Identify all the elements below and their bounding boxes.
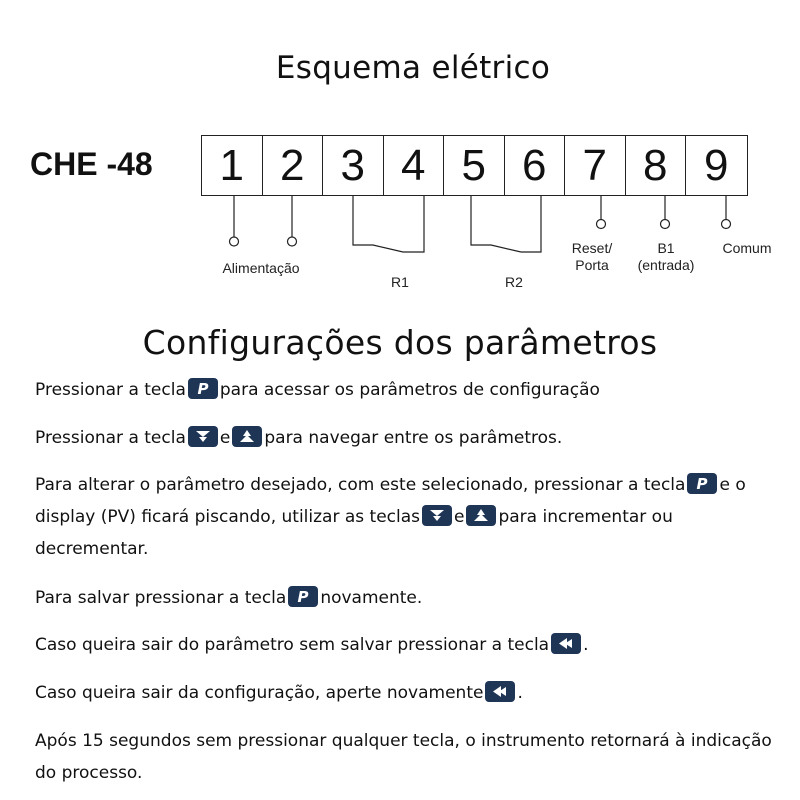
back-key-icon bbox=[485, 681, 515, 702]
instruction-2-text-c: para navegar entre os parâmetros. bbox=[264, 428, 563, 448]
down-key-icon bbox=[188, 426, 218, 447]
p-key-icon bbox=[188, 378, 218, 399]
instruction-4-text-a: Para salvar pressionar a tecla bbox=[35, 588, 287, 608]
instruction-2-text-b: e bbox=[219, 428, 231, 448]
instruction-6 bbox=[35, 677, 775, 709]
device-model: CHE -48 bbox=[30, 146, 153, 182]
instruction-7: Após 15 segundos sem pressionar qualquer tecla, o instrumento retornará à indicação do processo. bbox=[35, 731, 772, 783]
terminal-4: 4 bbox=[384, 136, 445, 195]
label-b1 bbox=[626, 240, 706, 274]
instruction-3-text-b: e o display (PV) ficará piscando, utilizar as teclas bbox=[35, 475, 746, 527]
instruction-3-text-c: e bbox=[454, 507, 465, 527]
label-b1-line1: B1 bbox=[657, 240, 675, 256]
terminal-6: 6 bbox=[505, 136, 566, 195]
p-key-icon bbox=[288, 586, 318, 607]
instruction-3-text-a: Para alterar o parâmetro desejado, com este selecionado, pressionar a tecla bbox=[35, 475, 686, 495]
relay-r2-contact-right bbox=[521, 196, 541, 252]
relay-r1-contact-right bbox=[403, 196, 424, 252]
terminal-8: 8 bbox=[626, 136, 687, 195]
terminal-2: 2 bbox=[263, 136, 324, 195]
label-b1-line2: (entrada) bbox=[637, 257, 695, 273]
config-section-title: Configurações dos parâmetros bbox=[142, 323, 658, 362]
power-terminal-2-icon bbox=[288, 237, 297, 246]
terminal-1: 1 bbox=[202, 136, 263, 195]
reset-terminal-icon bbox=[597, 220, 606, 229]
terminal-3: 3 bbox=[323, 136, 384, 195]
up-key-icon bbox=[466, 505, 496, 526]
instruction-2-text-a: Pressionar a tecla bbox=[35, 428, 186, 448]
label-reset-line2: Porta bbox=[575, 257, 609, 273]
instruction-5 bbox=[35, 629, 775, 661]
terminal-9: 9 bbox=[704, 140, 729, 190]
terminal-5: 5 bbox=[444, 136, 505, 195]
relay-r2-contact-left bbox=[471, 196, 521, 252]
instruction-3 bbox=[35, 469, 775, 565]
p-key-icon bbox=[687, 473, 717, 494]
wiring-diagram-title: Esquema elétrico bbox=[275, 50, 551, 86]
label-r2: R2 bbox=[505, 274, 523, 290]
instruction-1-text-b: para acessar os parâmetros de configuração bbox=[219, 380, 600, 400]
instruction-1-text-a: Pressionar a tecla bbox=[35, 380, 186, 400]
instruction-4-text-b: novamente. bbox=[320, 588, 423, 608]
common-terminal-icon bbox=[722, 220, 731, 229]
label-reset-line1: Reset/ bbox=[571, 240, 613, 256]
instruction-6-text-b: . bbox=[517, 683, 523, 703]
instruction-2 bbox=[35, 422, 775, 454]
instruction-1 bbox=[35, 374, 775, 406]
p-key-letter: P bbox=[197, 379, 209, 398]
b1-terminal-icon bbox=[661, 220, 670, 229]
label-r1: R1 bbox=[391, 274, 409, 290]
down-key-icon bbox=[422, 505, 452, 526]
label-power: Alimentação bbox=[222, 260, 300, 276]
relay-r1-contact-left bbox=[353, 196, 403, 252]
terminal-7: 7 bbox=[565, 136, 626, 195]
power-terminal-1-icon bbox=[230, 237, 239, 246]
label-reset bbox=[561, 240, 623, 274]
instruction-3-text-d: para incrementar ou decrementar. bbox=[35, 507, 673, 559]
label-common: Comum bbox=[722, 240, 772, 256]
p-key-letter: P bbox=[696, 474, 708, 493]
back-key-icon bbox=[551, 633, 581, 654]
p-key-letter: P bbox=[297, 587, 309, 606]
instruction-5-text-b: . bbox=[583, 635, 589, 655]
instruction-4 bbox=[35, 582, 775, 614]
instruction-6-text-a: Caso queira sair da configuração, aperte novamente bbox=[35, 683, 484, 703]
up-key-icon bbox=[232, 426, 262, 447]
instruction-5-text-a: Caso queira sair do parâmetro sem salvar pressionar a tecla bbox=[35, 635, 550, 655]
